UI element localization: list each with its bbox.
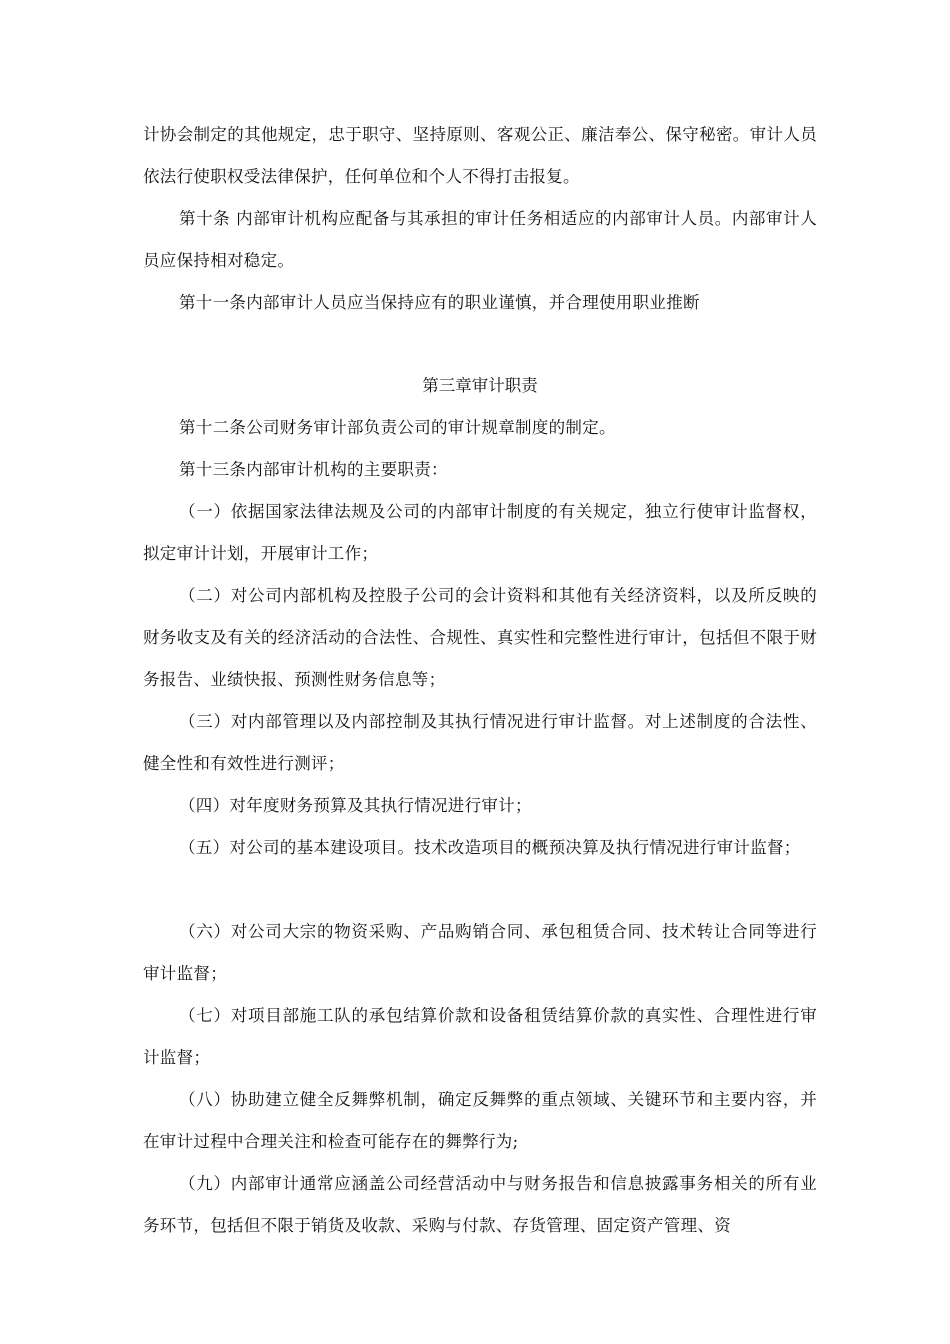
chapter-heading: 第三章审计职责 xyxy=(422,376,538,395)
paragraph-article-13: 第十三条内部审计机构的主要职责： xyxy=(179,460,448,479)
list-item-5: （五）对公司的基本建设项目。技术改造项目的概预决算及执行情况进行审计监督； xyxy=(179,838,801,857)
list-item-1: （一）依据国家法律法规及公司的内部审计制度的有关规定，独立行使审计监督权，拟定审计计划，开展审计工作； xyxy=(143,502,817,563)
list-item-8: （八）协助建立健全反舞弊机制，确定反舞弊的重点领域、关键环节和主要内容，并在审计过程中合理关注和检查可能存在的舞弊行为; xyxy=(143,1090,817,1151)
paragraph-article-11: 第十一条内部审计人员应当保持应有的职业谨慎，并合理使用职业推断 xyxy=(179,293,700,312)
list-item-6: （六）对公司大宗的物资采购、产品购销合同、承包租赁合同、技术转让合同等进行审计监督； xyxy=(143,922,817,983)
paragraph-article-12: 第十二条公司财务审计部负责公司的审计规章制度的制定。 xyxy=(179,418,616,437)
list-item-9: （九）内部审计通常应涵盖公司经营活动中与财务报告和信息披露事务相关的所有业务环节，包括但不限于销货及收款、采购与付款、存货管理、固定资产管理、资 xyxy=(143,1174,817,1235)
list-item-2: （二）对公司内部机构及控股子公司的会计资料和其他有关经济资料，以及所反映的财务收支及有关的经济活动的合法性、合规性、真实性和完整性进行审计，包括但不限于财务报告、业绩快报、预测性财务信息等； xyxy=(143,586,817,689)
list-item-3: （三）对内部管理以及内部控制及其执行情况进行审计监督。对上述制度的合法性、健全性和有效性进行测评； xyxy=(143,712,817,773)
list-item-7: （七）对项目部施工队的承包结算价款和设备租赁结算价款的真实性、合理性进行审计监督； xyxy=(143,1006,817,1067)
paragraph-article-10: 第十条 内部审计机构应配备与其承担的审计任务相适应的内部审计人员。内部审计人员应保持相对稳定。 xyxy=(143,209,817,270)
paragraph-continuation: 计协会制定的其他规定，忠于职守、坚持原则、客观公正、廉洁奉公、保守秘密。审计人员依法行使职权受法律保护，任何单位和个人不得打击报复。 xyxy=(143,125,817,186)
list-item-4: （四）对年度财务预算及其执行情况进行审计； xyxy=(179,796,532,815)
